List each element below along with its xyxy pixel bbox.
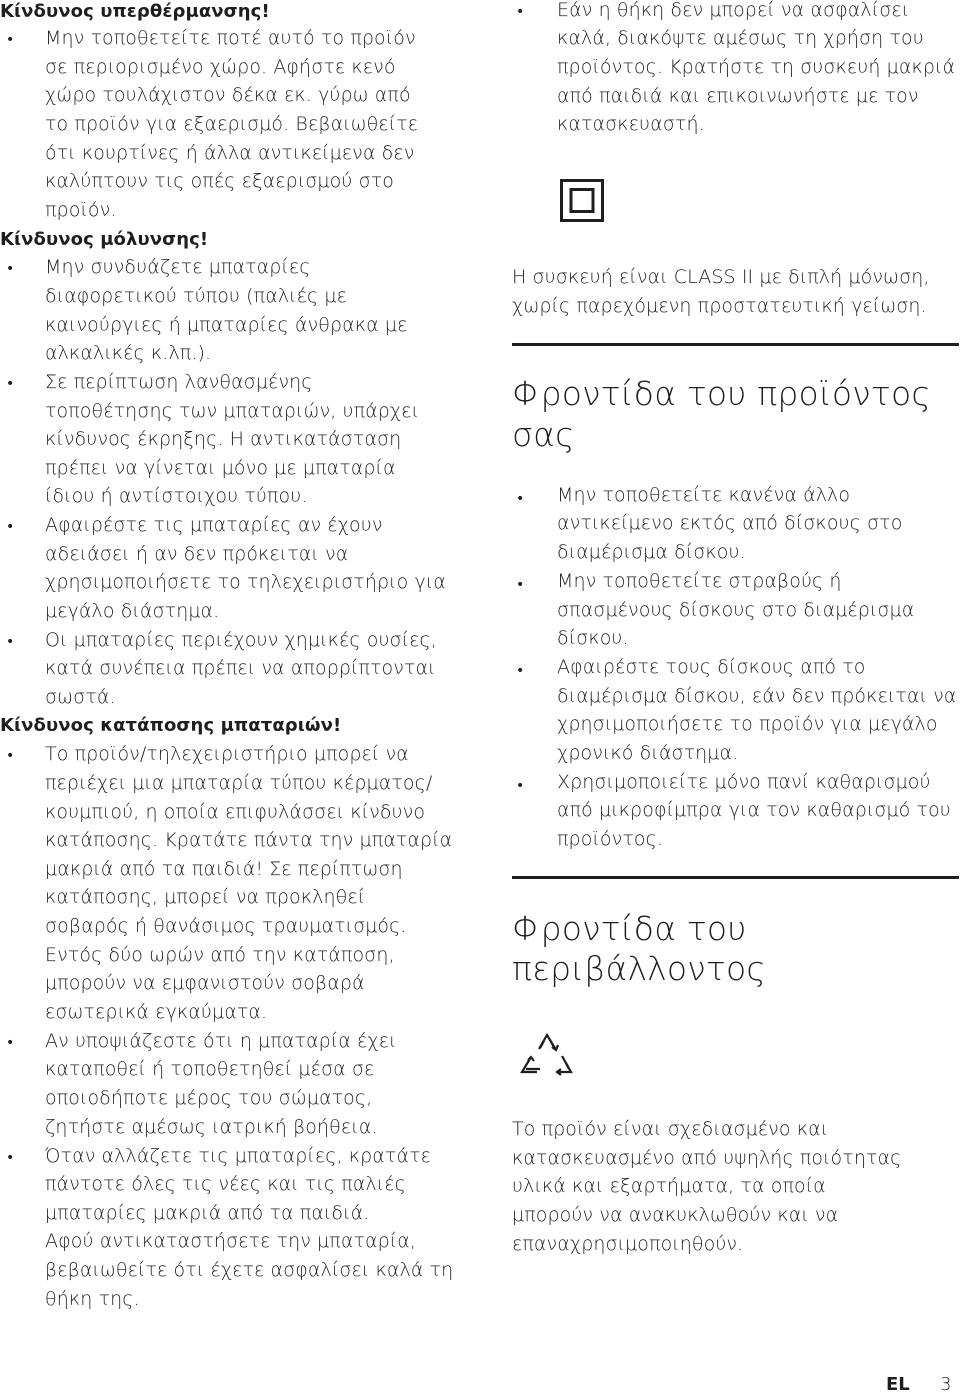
bullet: •: [6, 32, 15, 48]
section-rule: [512, 343, 959, 346]
bullet: •: [6, 1150, 15, 1166]
bullet: •: [6, 376, 15, 392]
page-number: 3: [940, 1374, 952, 1395]
bullet: •: [6, 519, 15, 535]
overheating-title: Κίνδυνος υπερθέρμανσης!: [0, 1, 270, 22]
bullet: •: [516, 491, 525, 507]
class-ii-double-insulation-icon: [560, 179, 604, 222]
bullet: •: [516, 577, 525, 593]
bullet: •: [6, 748, 15, 764]
bullet: •: [6, 634, 15, 650]
section-rule: [512, 876, 959, 879]
bullet: •: [516, 4, 525, 20]
bullet: •: [516, 778, 525, 794]
swallowing-title: Κίνδυνος κατάποσης μπαταριών!: [0, 715, 342, 736]
contamination-title: Κίνδυνος μόλυνσης!: [0, 229, 209, 250]
bullet: •: [516, 663, 525, 679]
bullet: •: [6, 261, 15, 277]
recycle-icon: [517, 1031, 577, 1087]
language-code: EL: [886, 1374, 910, 1395]
bullet: •: [6, 1035, 15, 1051]
